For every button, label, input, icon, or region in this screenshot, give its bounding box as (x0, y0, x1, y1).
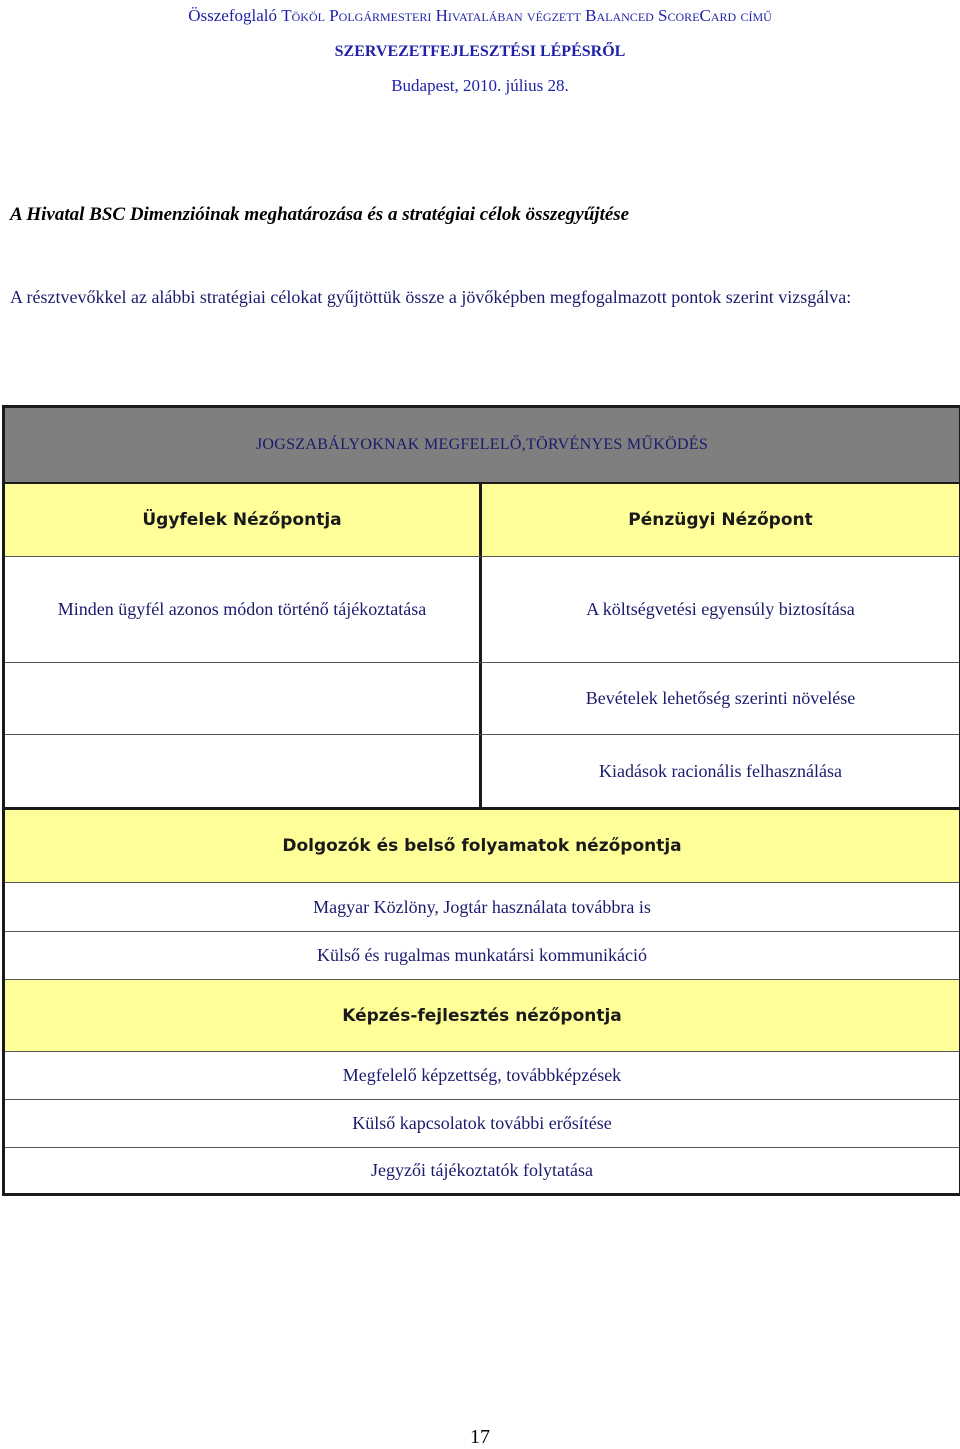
customer-goal-cell (5, 663, 482, 734)
learning-growth-header: Képzés-fejlesztés nézőpontja (5, 980, 959, 1051)
internal-process-goal: Külső és rugalmas munkatársi kommunikáció (317, 945, 647, 965)
bsc-table (2, 405, 960, 1196)
header-date: Budapest, 2010. július 28. (391, 76, 569, 95)
table-row (5, 734, 959, 807)
table-row (5, 882, 959, 931)
table-row (5, 1147, 959, 1193)
learning-growth-goal: Külső kapcsolatok további erősítése (352, 1113, 612, 1133)
header-line-2: SZERVEZETFEJLESZTÉSI LÉPÉSRŐL (334, 43, 626, 60)
financial-goal-cell: Bevételek lehetőség szerinti növelése (585, 688, 856, 708)
table-row (5, 662, 959, 734)
customer-perspective-header: Ügyfelek Nézőpontja (5, 484, 482, 556)
perspective-header-row (5, 482, 959, 556)
financial-goal-cell: Kiadások racionális felhasználása (599, 760, 842, 781)
financial-goal-cell: A költségvetési egyensúly biztosítása (586, 599, 855, 619)
table-row (5, 556, 959, 662)
customer-goal-cell: Minden ügyfél azonos módon történő tájékoztatása (5, 557, 482, 662)
financial-perspective-header: Pénzügyi Nézőpont (482, 484, 959, 556)
learning-growth-goal: Jegyzői tájékoztatók folytatása (371, 1160, 593, 1180)
banner-text: JOGSZABÁLYOKNAK MEGFELELŐ,TÖRVÉNYES MŰKÖDÉS (255, 436, 709, 453)
internal-process-header: Dolgozók és belső folyamatok nézőpontja (5, 810, 959, 882)
learning-growth-goal: Megfelelő képzettség, továbbképzések (342, 1065, 622, 1085)
header-prefix: Összefoglaló (188, 6, 282, 25)
header-line-1 (0, 6, 960, 26)
table-row (5, 931, 959, 979)
banner-row (5, 408, 959, 482)
section-title: A Hivatal BSC Dimenzióinak meghatározása és a stratégiai célok összegyűjtése (10, 204, 630, 225)
customer-goal-cell (5, 735, 482, 807)
banner-cell (5, 408, 959, 482)
header-document-title: Tököl Polgármesteri Hivatalában végzett Balanced ScoreCard című (281, 6, 772, 25)
learning-growth-header-row (5, 979, 959, 1051)
table-row (5, 1099, 959, 1147)
page-number: 17 (470, 1426, 490, 1448)
internal-process-goal: Magyar Közlöny, Jogtár használata továbbra is (313, 896, 651, 917)
table-row (5, 1051, 959, 1099)
internal-process-header-row (5, 807, 959, 882)
intro-paragraph: A résztvevőkkel az alábbi stratégiai célokat gyűjtöttük össze a jövőképben megfogalmazott pontok szerint vizsgálva: (10, 287, 852, 307)
